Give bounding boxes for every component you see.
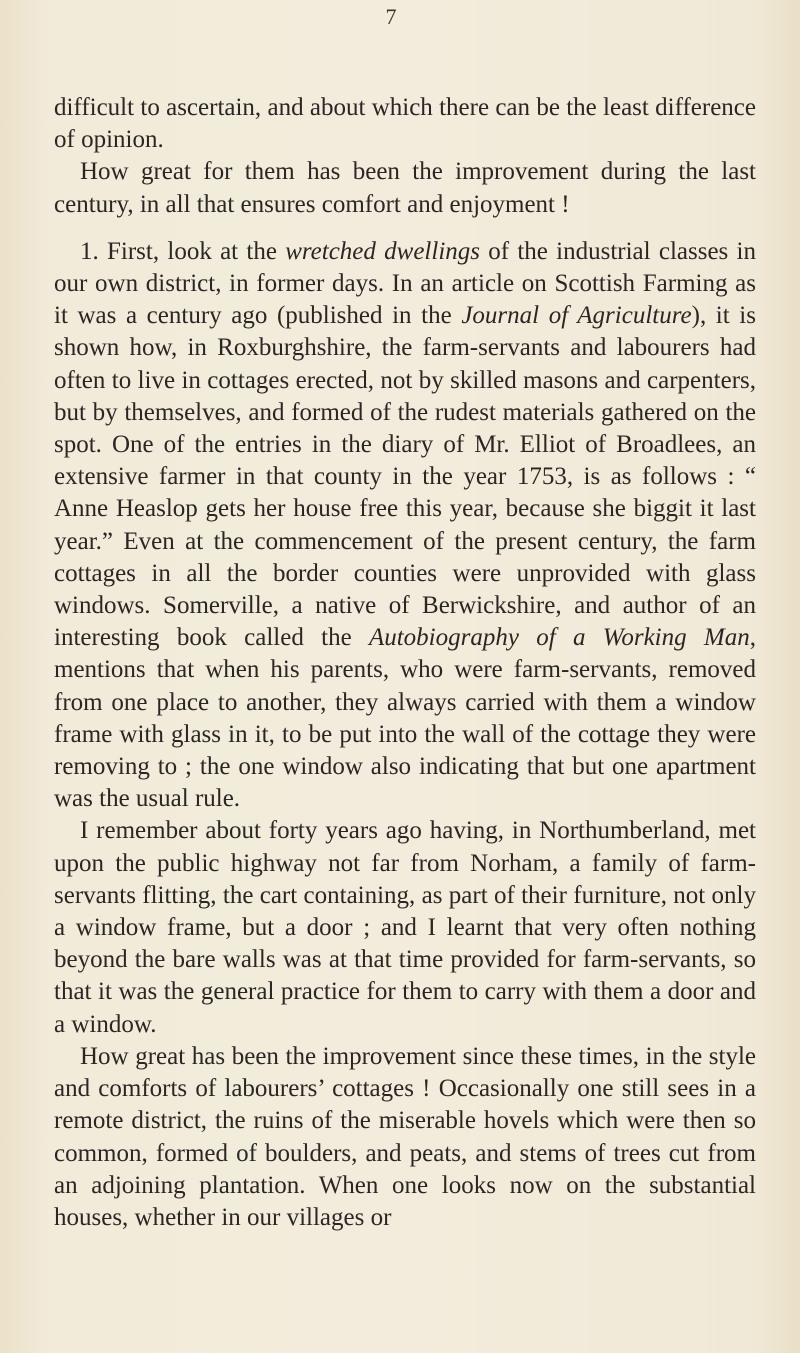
text-segment: of the industrial classes in our own district, in former days. In an article on Scottish Farming as it was a century ago (published in the: [54, 237, 756, 330]
italic-phrase: wretched dwellings: [285, 237, 480, 265]
paragraph-continuation: difficult to ascertain, and about which there can be the least difference of opinion.: [54, 94, 756, 154]
paragraph-cottages: How great has been the improvement since these times, in the style and comforts of labourers’ cottages ! Occasionally one still sees in a remote district, the ruins of the miserable hovels which were then so common, formed of boulders, and peats, and stems of trees cut from an adjoining plantation. When one looks now on the substantial houses, whether in our villages or: [54, 1042, 756, 1231]
body-text: [54, 92, 756, 1234]
text-segment: , mentions that when his parents, who were farm-servants, removed from one place to another, they always carried with them a window frame with glass in it, to be put into the wall of the cottage they were removing to ; the one window also indicating that but one apartment was the usual rule.: [54, 624, 756, 813]
journal-title: Journal of Agriculture: [461, 302, 692, 330]
book-title: Autobiography of a Working Man: [368, 624, 750, 652]
paragraph-improvement: How great for them has been the improvement during the last century, in all that ensures comfort and enjoyment !: [54, 158, 756, 218]
paragraph-wretched-dwellings: [54, 236, 756, 816]
page-number: 7: [385, 4, 397, 29]
text-segment: 1. First, look at the: [80, 237, 286, 265]
text-segment: ), it is shown how, in Roxburghshire, the farm-servants and labourers had often to live in cottages erected, not by skilled masons and carpenters, but by themselves, and formed of the rudest materials gathered on the spot. One of the entries in the diary of Mr. Elliot of Broadlees, an extensive farmer in that county in the year 1753, is as follows : “ Anne Heaslop gets her house free this year, because she biggit it last year.” Even at the commencement of the present century, the farm cottages in all the border counties were unprovided with glass windows. Somerville, a native of Berwickshire, and author of an interesting book called the: [54, 302, 756, 652]
paragraph-northumberland: I remember about forty years ago having, in Northumberland, met upon the public highway not far from Norham, a family of farm-servants flitting, the cart containing, as part of their furniture, not only a window frame, but a door ; and I learnt that very often nothing beyond the bare walls was at that time provided for farm-servants, so that it was the general practice for them to carry with them a door and a window.: [54, 817, 756, 1038]
